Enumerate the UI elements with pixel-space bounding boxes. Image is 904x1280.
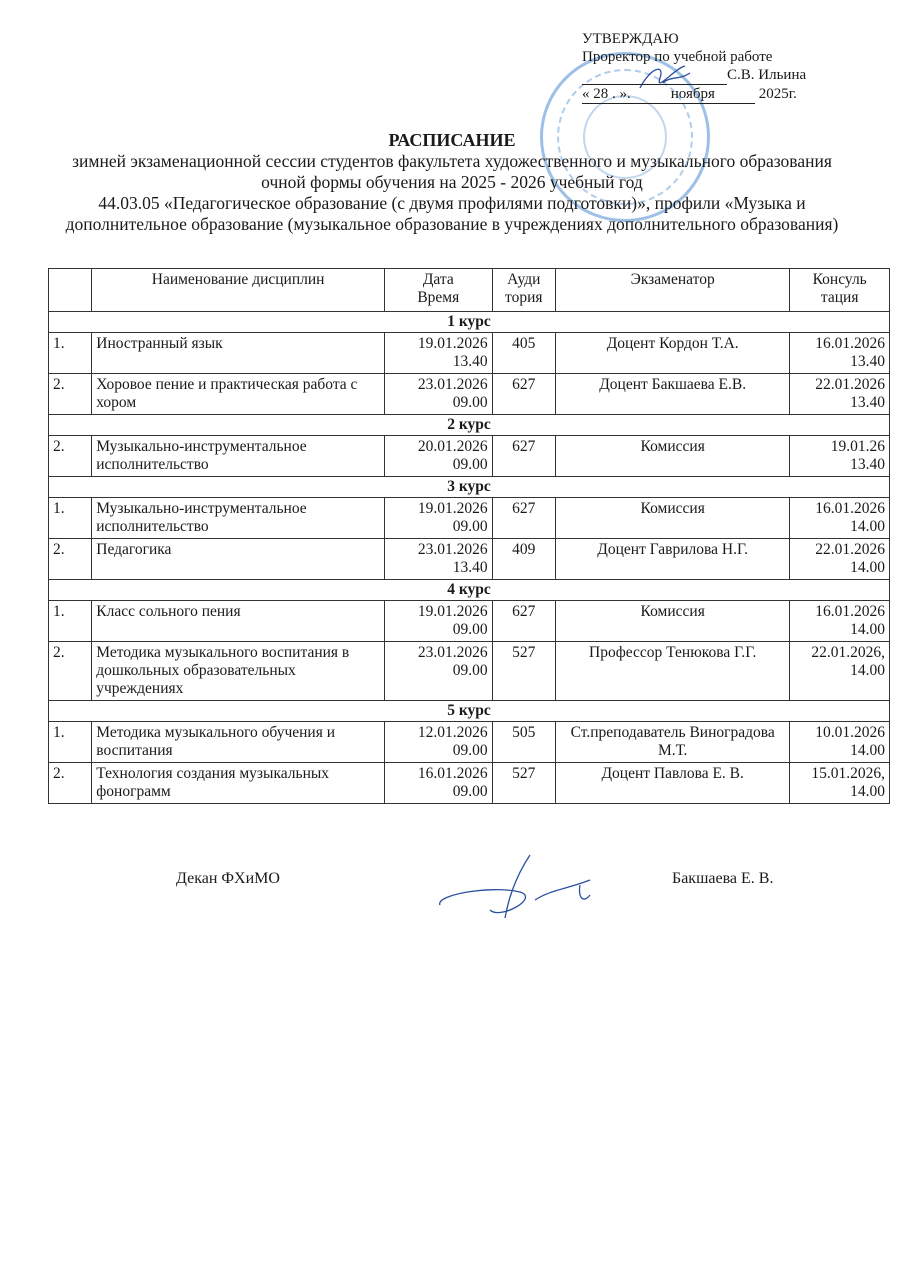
row-room: 527 <box>492 642 555 701</box>
row-num: 1. <box>49 498 92 539</box>
table-row <box>49 722 890 763</box>
row-datetime: 23.01.2026 09.00 <box>384 374 492 415</box>
signature-underline <box>582 66 727 85</box>
row-examiner: Доцент Гаврилова Н.Г. <box>555 539 789 580</box>
row-examiner: Профессор Тенюкова Г.Г. <box>555 642 789 701</box>
row-room: 627 <box>492 601 555 642</box>
row-examiner: Ст.преподаватель Виноградова М.Т. <box>555 722 789 763</box>
row-room: 505 <box>492 722 555 763</box>
row-num: 2. <box>49 539 92 580</box>
row-num: 2. <box>49 436 92 477</box>
row-room: 627 <box>492 374 555 415</box>
row-examiner: Комиссия <box>555 601 789 642</box>
course-label: 2 курс <box>49 415 890 436</box>
table-header-row <box>49 269 890 312</box>
approval-date-month: ноября <box>670 86 715 102</box>
row-discipline: Музыкально-инструментальное исполнительство <box>92 498 385 539</box>
approval-name: С.В. Ильина <box>727 67 807 83</box>
title-line-3: 44.03.05 «Педагогическое образование (с двумя профилями подготовки)», профили «Музыка и <box>98 193 806 213</box>
row-discipline: Педагогика <box>92 539 385 580</box>
row-datetime: 16.01.2026 09.00 <box>384 763 492 804</box>
course-label: 1 курс <box>49 312 890 333</box>
row-examiner: Комиссия <box>555 498 789 539</box>
row-num: 1. <box>49 601 92 642</box>
approval-block <box>582 30 882 104</box>
row-datetime: 19.01.2026 13.40 <box>384 333 492 374</box>
row-consultation: 15.01.2026, 14.00 <box>790 763 890 804</box>
header-num <box>49 269 92 312</box>
approval-date-day: « 28 . ». <box>582 86 631 102</box>
row-discipline: Хоровое пение и практическая работа с хором <box>92 374 385 415</box>
dean-name: Бакшаева Е. В. <box>672 870 774 887</box>
course-header-row <box>49 477 890 498</box>
table-row <box>49 601 890 642</box>
row-examiner: Комиссия <box>555 436 789 477</box>
row-consultation: 19.01.26 13.40 <box>790 436 890 477</box>
row-discipline: Музыкально-инструментальное исполнительство <box>92 436 385 477</box>
table-row <box>49 763 890 804</box>
row-consultation: 10.01.2026 14.00 <box>790 722 890 763</box>
row-consultation: 16.01.2026 13.40 <box>790 333 890 374</box>
dean-signature <box>430 850 620 920</box>
row-discipline: Методика музыкального обучения и воспитания <box>92 722 385 763</box>
title-line-2: очной формы обучения на 2025 - 2026 учебный год <box>261 172 643 192</box>
schedule-body <box>49 312 890 804</box>
table-row <box>49 333 890 374</box>
row-consultation: 22.01.2026 13.40 <box>790 374 890 415</box>
table-row <box>49 498 890 539</box>
row-num: 2. <box>49 763 92 804</box>
row-examiner: Доцент Кордон Т.А. <box>555 333 789 374</box>
header-consultation: Консуль тация <box>790 269 890 312</box>
row-room: 527 <box>492 763 555 804</box>
document-title <box>0 130 904 235</box>
row-discipline: Методика музыкального воспитания в дошкольных образовательных учреждениях <box>92 642 385 701</box>
row-room: 627 <box>492 436 555 477</box>
row-room: 627 <box>492 498 555 539</box>
dean-title: Декан ФХиМО <box>176 870 280 887</box>
row-num: 1. <box>49 333 92 374</box>
table-row <box>49 642 890 701</box>
approval-date <box>582 85 882 104</box>
course-label: 5 курс <box>49 701 890 722</box>
approval-position: Проректор по учебной работе <box>582 49 773 65</box>
table-row <box>49 436 890 477</box>
row-datetime: 23.01.2026 13.40 <box>384 539 492 580</box>
table-row <box>49 374 890 415</box>
row-consultation: 16.01.2026 14.00 <box>790 601 890 642</box>
row-examiner: Доцент Павлова Е. В. <box>555 763 789 804</box>
row-datetime: 23.01.2026 09.00 <box>384 642 492 701</box>
row-room: 409 <box>492 539 555 580</box>
row-discipline: Технология создания музыкальных фонограмм <box>92 763 385 804</box>
row-room: 405 <box>492 333 555 374</box>
row-examiner: Доцент Бакшаева Е.В. <box>555 374 789 415</box>
row-num: 2. <box>49 374 92 415</box>
row-num: 1. <box>49 722 92 763</box>
row-datetime: 19.01.2026 09.00 <box>384 498 492 539</box>
row-datetime: 12.01.2026 09.00 <box>384 722 492 763</box>
row-consultation: 22.01.2026, 14.00 <box>790 642 890 701</box>
approval-signature-line <box>582 66 882 85</box>
header-datetime: Дата Время <box>384 269 492 312</box>
schedule-table <box>48 268 890 804</box>
course-label: 3 курс <box>49 477 890 498</box>
title-line-1: зимней экзаменационной сессии студентов факультета художественного и музыкального образования <box>72 151 832 171</box>
row-num: 2. <box>49 642 92 701</box>
row-datetime: 20.01.2026 09.00 <box>384 436 492 477</box>
row-discipline: Иностранный язык <box>92 333 385 374</box>
title-line-4: дополнительное образование (музыкальное образование в учреждениях дополнительного образования) <box>65 214 839 234</box>
header-discipline: Наименование дисциплин <box>92 269 385 312</box>
course-header-row <box>49 701 890 722</box>
row-datetime: 19.01.2026 09.00 <box>384 601 492 642</box>
course-header-row <box>49 312 890 333</box>
row-discipline: Класс сольного пения <box>92 601 385 642</box>
course-header-row <box>49 415 890 436</box>
title-main: РАСПИСАНИЕ <box>388 130 516 150</box>
table-row <box>49 539 890 580</box>
row-consultation: 22.01.2026 14.00 <box>790 539 890 580</box>
row-consultation: 16.01.2026 14.00 <box>790 498 890 539</box>
header-room: Ауди тория <box>492 269 555 312</box>
approval-heading: УТВЕРЖДАЮ <box>582 31 679 47</box>
course-header-row <box>49 580 890 601</box>
course-label: 4 курс <box>49 580 890 601</box>
approval-date-year: 2025г. <box>758 86 797 102</box>
header-examiner: Экзаменатор <box>555 269 789 312</box>
